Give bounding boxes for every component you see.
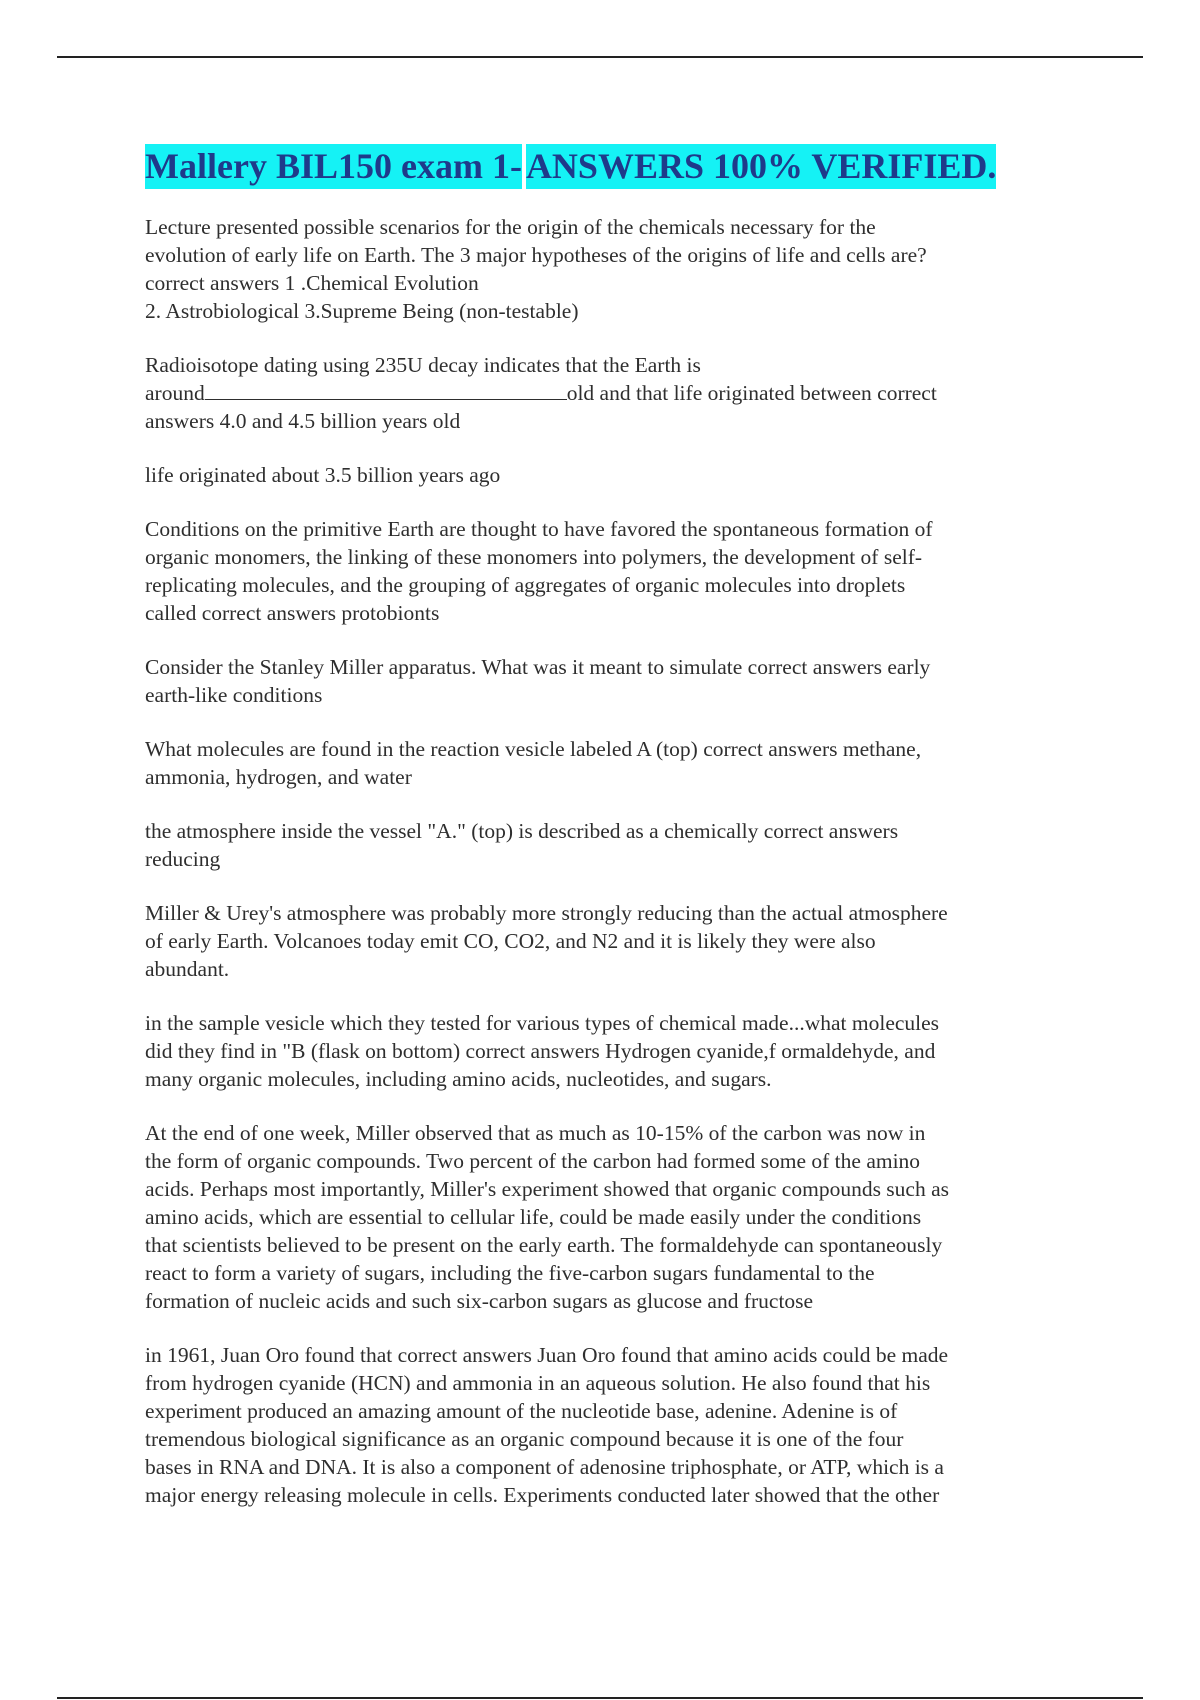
entry-line: ammonia, hydrogen, and water: [145, 765, 412, 789]
entry-line: of early Earth. Volcanoes today emit CO, CO2, and N2 and it is likely they were also: [145, 929, 876, 953]
entry-line: earth-like conditions: [145, 683, 323, 707]
document-title: [145, 143, 1060, 189]
entry-line: react to form a variety of sugars, including the five-carbon sugars fundamental to the: [145, 1261, 875, 1285]
qa-entry: [145, 1009, 1060, 1093]
qa-entry: [145, 1341, 1060, 1509]
entry-line: 2. Astrobiological 3.Supreme Being (non-testable): [145, 299, 579, 323]
entry-line: that scientists believed to be present on the early earth. The formaldehyde can spontaneously: [145, 1233, 943, 1257]
entry-line: abundant.: [145, 957, 230, 981]
entry-line: At the end of one week, Miller observed that as much as 10-15% of the carbon was now in: [145, 1121, 926, 1145]
qa-entry: [145, 817, 1060, 873]
entry-line: Radioisotope dating using 235U decay indicates that the Earth is: [145, 353, 701, 377]
entry-line: amino acids, which are essential to cellular life, could be made easily under the conditions: [145, 1205, 922, 1229]
entry-line: correct answers 1 .Chemical Evolution: [145, 271, 479, 295]
entry-line: answers 4.0 and 4.5 billion years old: [145, 409, 461, 433]
entry-line: Conditions on the primitive Earth are thought to have favored the spontaneous formation of: [145, 517, 933, 541]
entry-line: many organic molecules, including amino acids, nucleotides, and sugars.: [145, 1067, 772, 1091]
entry-line: formation of nucleic acids and such six-carbon sugars as glucose and fructose: [145, 1289, 814, 1313]
entry-text: old and that life originated between correct: [566, 381, 937, 405]
entry-line: evolution of early life on Earth. The 3 major hypotheses of the origins of life and cells are?: [145, 243, 927, 267]
qa-entry: [145, 899, 1060, 983]
qa-entry: [145, 735, 1060, 791]
qa-entry: [145, 461, 1060, 489]
document-body: [145, 143, 1060, 1535]
entry-line: the form of organic compounds. Two percent of the carbon had formed some of the amino: [145, 1149, 921, 1173]
qa-entry: [145, 213, 1060, 325]
entry-line: bases in RNA and DNA. It is also a component of adenosine triphosphate, or ATP, which is a: [145, 1455, 944, 1479]
entry-line: [145, 379, 1060, 407]
entry-line: replicating molecules, and the grouping of aggregates of organic molecules into droplets: [145, 573, 906, 597]
entry-line: Miller & Urey's atmosphere was probably more strongly reducing than the actual atmosphere: [145, 901, 948, 925]
header-rule: [57, 56, 1143, 58]
fill-in-blank: [205, 379, 567, 400]
entry-line: What molecules are found in the reaction vesicle labeled A (top) correct answers methane,: [145, 737, 922, 761]
footer-rule: [57, 1697, 1143, 1699]
entry-line: experiment produced an amazing amount of the nucleotide base, adenine. Adenine is of: [145, 1399, 898, 1423]
entry-line: organic monomers, the linking of these monomers into polymers, the development of self-: [145, 545, 923, 569]
qa-entry: [145, 351, 1060, 435]
qa-entry: [145, 515, 1060, 627]
qa-entry: [145, 1119, 1060, 1315]
entry-line: called correct answers protobionts: [145, 601, 440, 625]
entry-line: Lecture presented possible scenarios for the origin of the chemicals necessary for the: [145, 215, 876, 239]
entry-line: did they find in "B (flask on bottom) correct answers Hydrogen cyanide,f ormaldehyde, and: [145, 1039, 936, 1063]
title-part-2: ANSWERS 100% VERIFIED.: [526, 144, 996, 189]
entry-text: around: [145, 381, 205, 405]
qa-entry: [145, 653, 1060, 709]
entry-line: major energy releasing molecule in cells. Experiments conducted later showed that the other: [145, 1483, 940, 1507]
entry-line: life originated about 3.5 billion years ago: [145, 463, 501, 487]
entry-line: reducing: [145, 847, 221, 871]
entry-line: acids. Perhaps most importantly, Miller's experiment showed that organic compounds such as: [145, 1177, 950, 1201]
entry-line: tremendous biological significance as an organic compound because it is one of the four: [145, 1427, 904, 1451]
entry-line: Consider the Stanley Miller apparatus. What was it meant to simulate correct answers early: [145, 655, 931, 679]
entry-line: from hydrogen cyanide (HCN) and ammonia in an aqueous solution. He also found that his: [145, 1371, 931, 1395]
entry-line: the atmosphere inside the vessel "A." (top) is described as a chemically correct answers: [145, 819, 899, 843]
entry-line: in 1961, Juan Oro found that correct answers Juan Oro found that amino acids could be made: [145, 1343, 949, 1367]
title-part-1: Mallery BIL150 exam 1-: [145, 144, 522, 189]
entry-line: in the sample vesicle which they tested for various types of chemical made...what molecules: [145, 1011, 940, 1035]
